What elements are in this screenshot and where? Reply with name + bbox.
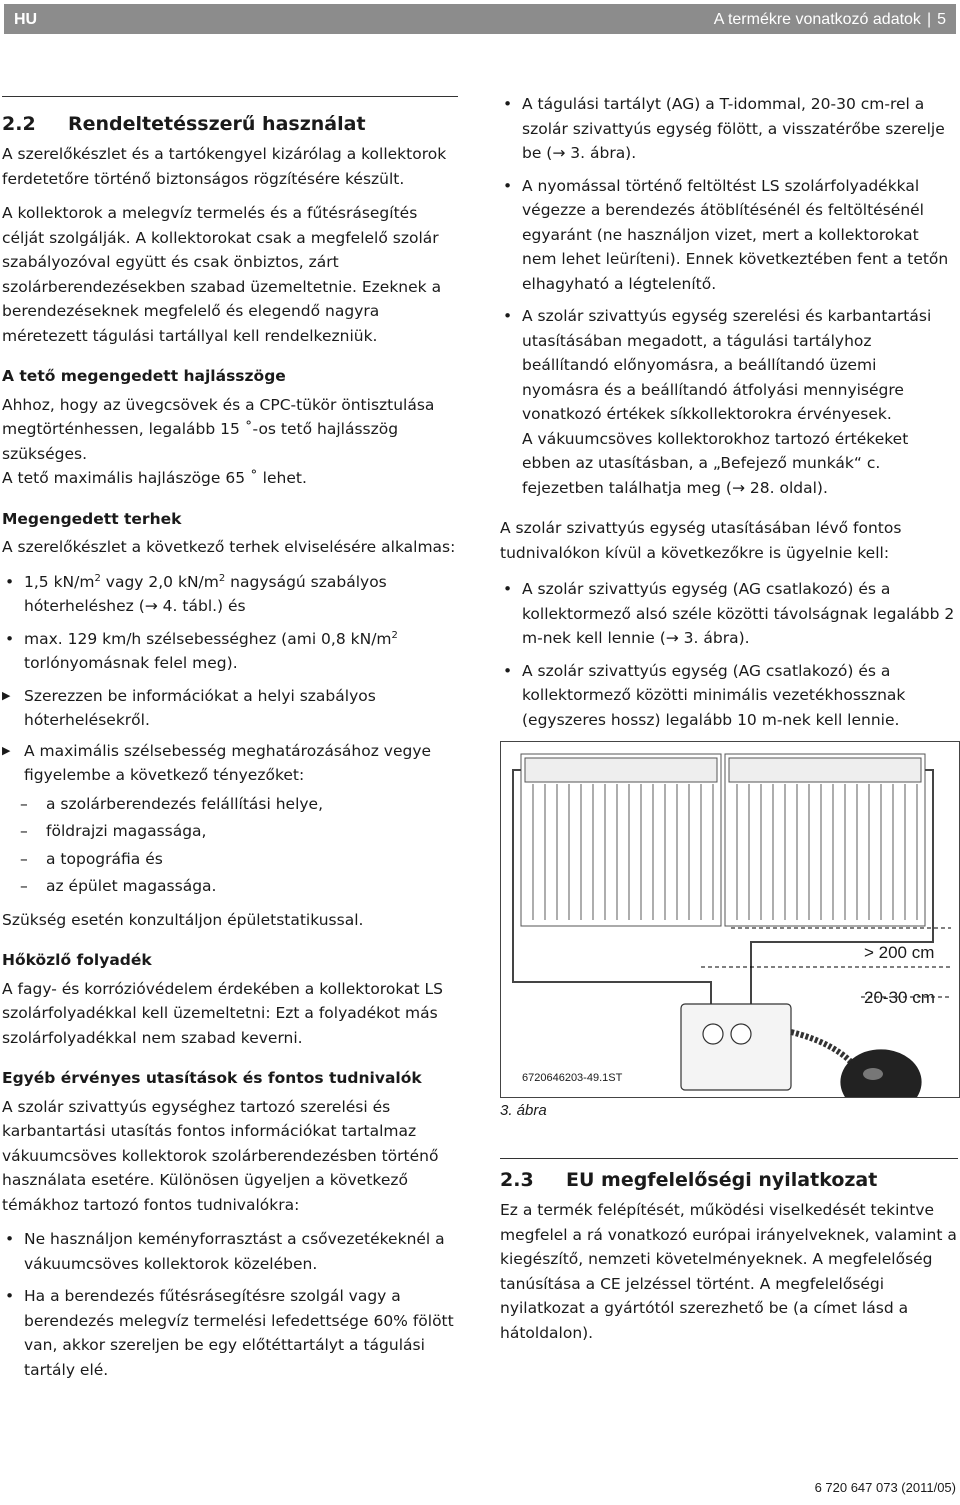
other-instructions-paragraph: A szolár szivattyús egységhez tartozó szerelési és karbantartási utasítás fontos információkat tartalmaz vákuumcsöves kollektorok szolárberendezésben történő használata esetére. Különösen ügyeljen a következő témákhoz tartozó fontos tudnivalókra:: [2, 1097, 439, 1214]
roof-angle-paragraph: Ahhoz, hogy az üvegcsövek és a CPC-tükör öntisztulása megtörténhessen, legalább 15 ˚-os tető hajlásszög szükséges.: [2, 395, 435, 463]
snow-load-b: vagy 2,0 kN/m: [100, 572, 219, 591]
document-number: 6 720 647 073 (2011/05): [814, 1480, 956, 1495]
bullet-marker: •: [5, 1230, 15, 1248]
other-list: [2, 1227, 464, 1382]
figure-caption: 3. ábra: [500, 1102, 547, 1119]
bullet-marker: •: [5, 572, 15, 591]
list-text: A tágulási tartályt (AG) a T-idommal, 20-30 cm-rel a szolár szivattyús egység fölött, a visszatérőbe szerelje be (→ 3. ábra).: [522, 95, 945, 162]
bullet-marker: •: [5, 1287, 15, 1305]
action-text: A maximális szélsebesség meghatározásához vegye figyelembe a következő tényezőket:: [24, 741, 432, 784]
action-text: Szerezzen be információkat a helyi szabályos hóterhelésekről.: [24, 686, 376, 729]
header-section-info: [714, 11, 946, 29]
loads-heading: Megengedett terhek: [2, 509, 182, 528]
triangle-bullet-icon: ▶: [2, 688, 11, 702]
supply-pipe: [513, 770, 711, 1012]
intended-use-paragraph: A szerelőkészlet és a tartókengyel kizárólag a kollektorok ferdetetőre történő biztonságos rögzítésére készült.: [2, 145, 447, 188]
page-header: [4, 4, 956, 34]
bullet-marker: •: [503, 307, 513, 325]
section-rule-right: [500, 1158, 958, 1159]
list-item: [2, 1284, 464, 1382]
header-separator: |: [926, 11, 932, 28]
purpose-paragraph: A kollektorok a melegvíz termelés és a fűtésrásegítés célját szolgálják. A kollektorokat csak a megfelelő szolár szabályozóval együtt és csak önbiztos, zárt szolárberendezésekben szabad üzemeltetnie. Ezeknek a berendezéseknek megfelelő és elegendő nagyra méretezett tágulási tartállyal kell rendelkezniük.: [2, 204, 442, 345]
static-paragraph: Szükség esetén konzultáljon épületstatikussal.: [2, 910, 364, 929]
other-instructions-heading: Egyéb érvényes utasítások és fontos tudnivalók: [2, 1069, 422, 1087]
dash-marker: –: [20, 822, 28, 840]
list-item: [500, 92, 958, 166]
factor-text: a szolárberendezés felállítási helye,: [46, 794, 324, 813]
dimension-label-20-30: 20-30 cm: [864, 988, 935, 1007]
section-number: 2.3: [500, 1169, 534, 1191]
list-item: [2, 1227, 464, 1276]
page-number: 5: [937, 11, 946, 28]
factor-text: földrajzi magassága,: [46, 822, 207, 840]
action-item: [2, 684, 464, 733]
action-list: [2, 684, 464, 788]
pump-note-paragraph: A szolár szivattyús egység utasításában lévő fontos tudnivalókon kívül a következőkre is ügyelnie kell:: [500, 519, 902, 562]
factor-item: [2, 792, 464, 817]
collector-diagram: [501, 742, 959, 1097]
loads-list: [2, 570, 464, 676]
figure-3-installation-diagram: [500, 741, 960, 1098]
collector-header: [525, 758, 717, 782]
eu-declaration-paragraph: Ez a termék felépítését, működési viselkedését tekintve megfelel a rá vonatkozó európai irányelveknek, valamint a kiegészítő, nemzeti követelményeknek. A megfelelőség tanúsítása a CE jelzéssel történt. A megfelelőségi nyilatkozat a gyártótól szerezhető be (a címet lásd a hátoldalon).: [500, 1201, 957, 1342]
factor-item: [2, 874, 464, 899]
roof-angle-max: A tető maximális hajlászöge 65 ˚ lehet.: [2, 469, 307, 487]
snow-load-a: 1,5 kN/m: [24, 572, 95, 591]
pump-station-icon: [681, 1004, 791, 1090]
section-title: EU megfelelőségi nyilatkozat: [566, 1169, 878, 1191]
list-item: [500, 577, 958, 651]
collector-header: [729, 758, 921, 782]
list-item: [500, 174, 958, 297]
header-section-title: A termékre vonatkozó adatok: [713, 11, 921, 28]
factor-item: [2, 819, 464, 844]
list-text: Ha a berendezés fűtésrásegítésre szolgál vagy a berendezés melegvíz termelési lefedettsége 60% fölött van, akkor szereljen be egy előtéttartályt a tágulási tartály elé.: [24, 1287, 454, 1379]
list-text: A szolár szivattyús egység (AG csatlakozó) és a kollektormező alsó széle közötti távolságnak legalább 2 m-nek kell lennie (→ 3. ábra).: [522, 580, 955, 647]
superscript: 2: [391, 629, 398, 641]
factor-text: a topográfia és: [46, 849, 163, 868]
superscript: 2: [94, 572, 101, 584]
fluid-heading: Hőközlő folyadék: [2, 951, 152, 969]
dimension-label-200: > 200 cm: [864, 943, 935, 962]
roof-angle-heading: A tető megengedett hajlásszöge: [2, 367, 286, 385]
wind-load-b: torlónyomásnak felel meg).: [24, 654, 238, 672]
list-item: [2, 570, 464, 619]
distance-list: [500, 577, 958, 732]
wind-load-a: max. 129 km/h szélsebességhez (ami 0,8 kN/m: [24, 629, 392, 648]
flexible-hose: [791, 1032, 851, 1062]
superscript: 2: [218, 572, 226, 584]
right-column: [500, 92, 958, 736]
dash-marker: –: [20, 849, 28, 868]
figure-code: 6720646203-49.1ST: [522, 1072, 623, 1084]
dash-marker: –: [20, 794, 28, 813]
factor-list: [2, 792, 464, 899]
list-text: A szolár szivattyús egység szerelési és karbantartási utasításában megadott, a tágulási tartályhoz beállítandó előnyomásra, a beállítandó üzemi nyomásra és a beállítandó átfolyási mennyiségre vonatkozó értékek síkkollektorokra érvényesek.: [522, 307, 932, 423]
section-number: 2.2: [2, 113, 36, 135]
dash-marker: –: [20, 877, 28, 895]
snow-load-c: nagyságú szabályos hóterheléshez (→ 4. tábl.) és: [24, 572, 387, 615]
list-item: [500, 304, 958, 500]
list-item: [2, 627, 464, 676]
list-text: A vákuumcsöves kollektorokhoz tartozó értékeket ebben az utasításban, a „Befejező munkák“ c. fejezetben találhatja meg (→ 28. oldal).: [522, 429, 909, 497]
bullet-marker: •: [503, 661, 513, 680]
section-2-3-heading: [500, 1168, 958, 1192]
section-2-2-heading: [2, 112, 464, 136]
list-text: Ne használjon keményforrasztást a csővezetékeknél a vákuumcsöves kollektorok közelében.: [24, 1230, 445, 1273]
return-pipe: [751, 770, 933, 1012]
bullet-marker: •: [5, 629, 15, 648]
factor-text: az épület magassága.: [46, 877, 217, 895]
expansion-tank-list: [500, 92, 958, 500]
loads-paragraph: A szerelőkészlet a következő terhek elviselésére alkalmas:: [2, 538, 456, 556]
triangle-bullet-icon: ▶: [2, 743, 11, 757]
factor-item: [2, 847, 464, 872]
left-column: [2, 96, 464, 1386]
list-text: A szolár szivattyús egység (AG csatlakozó) és a kollektormező közötti minimális vezetékhossznak (egyszeres hossz) legalább 10 m-nek kell lennie.: [522, 661, 906, 729]
list-text: A nyomással történő feltöltést LS szolárfolyadékkal végezze a berendezés átöblítésénél és feltöltésénél egyaránt (ne használjon vizet, mert a kollektorokat nem lehet leüríteni). Ennek következtében fent a tetőn elhagyható a légtelenítő.: [522, 176, 949, 293]
section-title: Rendeltetésszerű használat: [68, 113, 366, 135]
language-code: HU: [14, 11, 38, 28]
fluid-paragraph: A fagy- és korrózióvédelem érdekében a kollektorokat LS szolárfolyadékkal kell üzemeltetni: Ezt a folyadékot más szolárfolyadékkal nem szabad keverni.: [2, 979, 443, 1047]
section-2-3: [500, 1168, 958, 1345]
action-item: [2, 739, 464, 788]
list-item: [500, 659, 958, 733]
bullet-marker: •: [503, 176, 513, 195]
bullet-marker: •: [503, 580, 513, 598]
bullet-marker: •: [503, 95, 513, 113]
